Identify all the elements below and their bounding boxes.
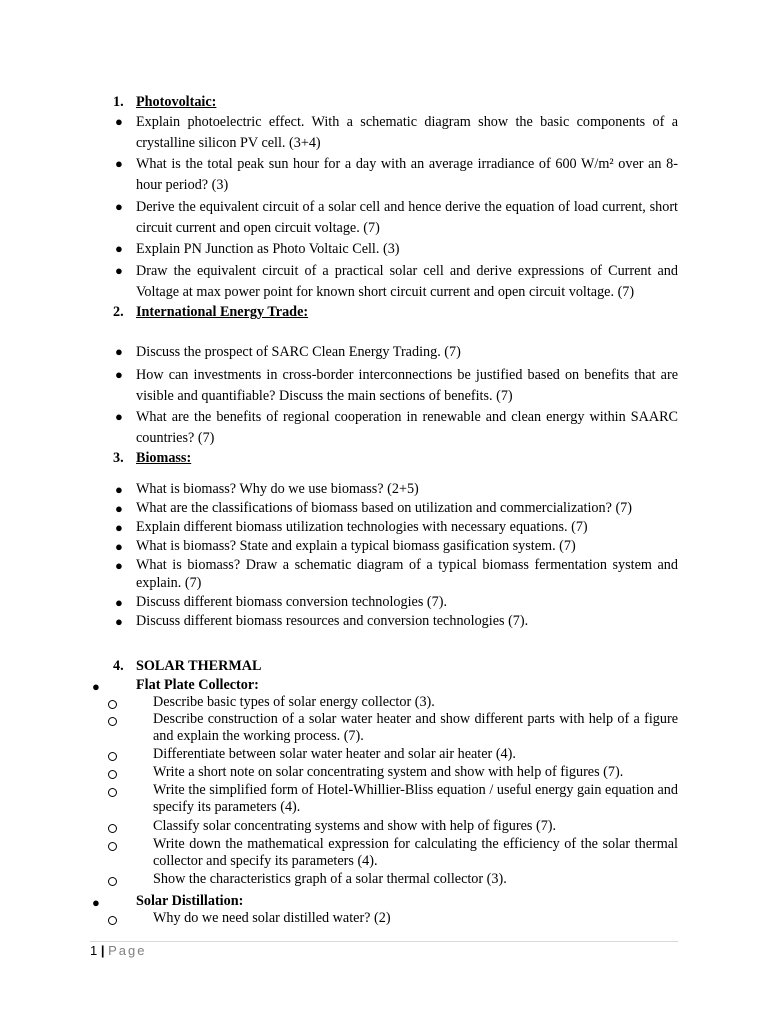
- subsection-title: Flat Plate Collector:: [136, 677, 259, 693]
- section-title: SOLAR THERMAL: [136, 658, 262, 674]
- bullet-icon: ●: [115, 241, 123, 256]
- question-item: Explain PN Junction as Photo Voltaic Cell. (3): [136, 241, 400, 257]
- bullet-icon: ●: [115, 482, 123, 497]
- question-item: What is biomass? Why do we use biomass? (2+5): [136, 481, 419, 497]
- question-item: What is biomass? State and explain a typical biomass gasification system. (7): [136, 538, 576, 554]
- bullet-icon: ●: [115, 539, 123, 554]
- circle-bullet-icon: [108, 877, 117, 886]
- question-item: Derive the equivalent circuit of a solar cell and hence derive the equation of load current, short circuit current and open circuit voltage. (7): [136, 199, 678, 236]
- question-item: Differentiate between solar water heater and solar air heater (4).: [153, 746, 516, 762]
- question-item: Why do we need solar distilled water? (2): [153, 910, 391, 926]
- bullet-icon: ●: [115, 344, 123, 359]
- circle-bullet-icon: [108, 788, 117, 797]
- circle-bullet-icon: [108, 824, 117, 833]
- question-item: Describe construction of a solar water heater and show different parts with help of a figure and explain the working process. (7).: [153, 711, 678, 744]
- circle-bullet-icon: [108, 700, 117, 709]
- question-item: What is the total peak sun hour for a day with an average irradiance of 600 W/m² over an 8-hour period? (3): [136, 156, 678, 193]
- circle-bullet-icon: [108, 752, 117, 761]
- question-item: Discuss different biomass resources and conversion technologies (7).: [136, 613, 529, 629]
- section-number: 1.: [113, 94, 124, 110]
- bullet-icon: ●: [115, 558, 123, 573]
- question-item: Draw the equivalent circuit of a practical solar cell and derive expressions of Current and Voltage at max power point for known short circuit current and open circuit voltage. (7): [136, 263, 678, 300]
- footer-separator: |: [100, 943, 105, 958]
- section-title: Biomass:: [136, 450, 192, 466]
- bullet-icon: ●: [115, 367, 123, 382]
- question-item: Describe basic types of solar energy collector (3).: [153, 694, 435, 710]
- question-item: Write down the mathematical expression for calculating the efficiency of the solar thermal collector and specify its parameters (4).: [153, 836, 678, 869]
- bullet-icon: ●: [115, 614, 123, 629]
- bullet-icon: ●: [115, 199, 123, 214]
- section-number: 4.: [113, 658, 124, 674]
- bullet-icon: ●: [92, 679, 100, 694]
- subsection-title: Solar Distillation:: [136, 893, 244, 909]
- question-item: How can investments in cross-border interconnections be justified based on benefits that are visible and quantifiable? Discuss the main sections of benefits. (7): [136, 367, 678, 404]
- bullet-icon: ●: [115, 595, 123, 610]
- question-item: Write a short note on solar concentrating system and show with help of figures (7).: [153, 764, 624, 780]
- question-item: What are the benefits of regional cooperation in renewable and clean energy within SAARC countries? (7): [136, 409, 678, 446]
- question-item: What are the classifications of biomass based on utilization and commercialization? (7): [136, 500, 632, 516]
- section-number: 3.: [113, 450, 124, 466]
- bullet-icon: ●: [115, 114, 123, 129]
- question-item: Discuss the prospect of SARC Clean Energy Trading. (7): [136, 344, 461, 360]
- section-title: International Energy Trade:: [136, 304, 309, 320]
- question-item: Discuss different biomass conversion technologies (7).: [136, 594, 448, 610]
- question-item: Explain different biomass utilization technologies with necessary equations. (7): [136, 519, 588, 535]
- circle-bullet-icon: [108, 717, 117, 726]
- footer-divider: [90, 941, 678, 942]
- circle-bullet-icon: [108, 770, 117, 779]
- circle-bullet-icon: [108, 842, 117, 851]
- page-label: Page: [108, 943, 147, 958]
- bullet-icon: ●: [92, 895, 100, 910]
- section-number: 2.: [113, 304, 124, 320]
- question-item: Show the characteristics graph of a solar thermal collector (3).: [153, 871, 507, 887]
- bullet-icon: ●: [115, 263, 123, 278]
- bullet-icon: ●: [115, 501, 123, 516]
- section-title: Photovoltaic:: [136, 94, 217, 110]
- question-item: Explain photoelectric effect. With a schematic diagram show the basic components of a crystalline silicon PV cell. (3+4): [136, 114, 678, 151]
- bullet-icon: ●: [115, 409, 123, 424]
- circle-bullet-icon: [108, 916, 117, 925]
- question-item: Write the simplified form of Hotel-Whillier-Bliss equation / useful energy gain equation and specify its parameters (4).: [153, 782, 678, 815]
- page-footer: [90, 943, 147, 958]
- bullet-icon: ●: [115, 520, 123, 535]
- question-item: Classify solar concentrating systems and show with help of figures (7).: [153, 818, 557, 834]
- bullet-icon: ●: [115, 156, 123, 171]
- page-number: 1: [90, 943, 98, 958]
- question-item: What is biomass? Draw a schematic diagram of a typical biomass fermentation system and explain. (7): [136, 557, 678, 591]
